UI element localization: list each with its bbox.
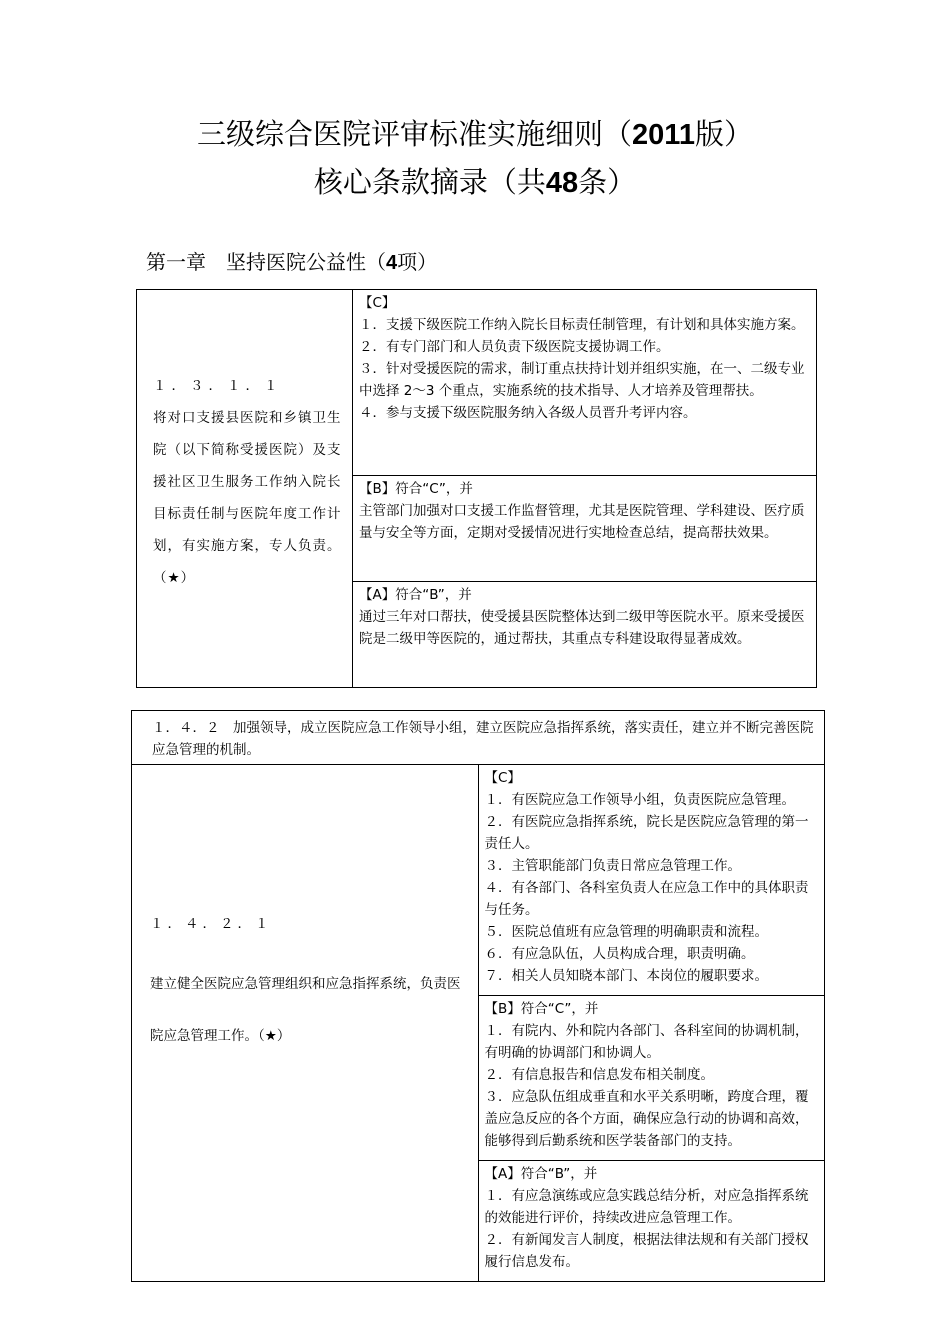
grade-b-heading: 【B】符合“C”，并 — [484, 1001, 599, 1017]
grade-a-cell — [478, 1161, 825, 1282]
standard-table-1-3-1-1 — [136, 289, 817, 688]
grade-c-heading: 【C】 — [484, 770, 521, 786]
clause-cell — [137, 290, 353, 688]
list-item: １．有院内、外和院内各部门、各科室间的协调机制，有明确的协调部门和协调人。 — [484, 1023, 809, 1061]
list-item: ３．主管职能部门负责日常应急管理工作。 — [484, 858, 741, 874]
grade-c-cell — [353, 290, 817, 476]
clause-description: 建立健全医院应急管理组织和应急指挥系统，负责医院应急管理工作。（★） — [150, 976, 461, 1044]
document-title-line-1: 三级综合医院评审标准实施细则（2011版） — [197, 117, 753, 151]
grade-b-heading: 【B】符合“C”，并 — [359, 481, 473, 497]
clause-code: １．４．２．１ — [150, 916, 273, 932]
grade-a-cell — [353, 582, 817, 688]
list-item: ３．应急队伍组成垂直和水平关系明晰，跨度合理，覆盖应急反应的各个方面，确保应急行动的协调和高效，能够得到后勤系统和医学装备部门的支持。 — [484, 1089, 809, 1149]
grade-c-cell — [478, 765, 825, 996]
list-item: 通过三年对口帮扶，使受援县医院整体达到二级甲等医院水平。原来受援医院是二级甲等医院的，通过帮扶，其重点专科建设取得显著成效。 — [359, 609, 805, 647]
list-item: １．有医院应急工作领导小组，负责医院应急管理。 — [484, 792, 795, 808]
list-item: ７．相关人员知晓本部门、本岗位的履职要求。 — [484, 968, 768, 984]
list-item: ３．针对受援医院的需求，制订重点扶持计划并组织实施，在一、二级专业中选择 2～3 个重点，实施系统的技术指导、人才培养及管理帮扶。 — [359, 361, 805, 399]
chapter-heading: 第一章 坚持医院公益性（4项） — [146, 250, 438, 274]
document-title-line-2: 核心条款摘录（共48条） — [313, 165, 637, 199]
standard-table-1-4-2 — [131, 710, 825, 1282]
list-item: ６．有应急队伍，人员构成合理，职责明确。 — [484, 946, 755, 962]
list-item: １．有应急演练或应急实践总结分析，对应急指挥系统的效能进行评价，持续改进应急管理工作。 — [484, 1188, 809, 1226]
list-item: ４．参与支援下级医院服务纳入各级人员晋升考评内容。 — [359, 405, 697, 421]
clause-cell — [132, 765, 479, 1282]
grade-c-heading: 【C】 — [359, 295, 396, 311]
list-item: ２．有信息报告和信息发布相关制度。 — [484, 1067, 714, 1083]
list-item: ５．医院总值班有应急管理的明确职责和流程。 — [484, 924, 768, 940]
grade-a-heading: 【A】符合“B”，并 — [484, 1166, 598, 1182]
clause-code: １．３．１．１ — [153, 378, 283, 394]
list-item: ２．有新闻发言人制度，根据法律法规和有关部门授权履行信息发布。 — [484, 1232, 809, 1270]
grade-b-cell — [478, 996, 825, 1161]
grade-a-heading: 【A】符合“B”，并 — [359, 587, 472, 603]
list-item: ２．有医院应急指挥系统，院长是医院应急管理的第一责任人。 — [484, 814, 809, 852]
grade-b-cell — [353, 476, 817, 582]
standard-header-cell: １．４．２ 加强领导，成立医院应急工作领导小组，建立医院应急指挥系统，落实责任，建立并不断完善医院应急管理的机制。 — [132, 711, 825, 765]
clause-description: 将对口支援县医院和乡镇卫生院（以下简称受援医院）及支援社区卫生服务工作纳入院长目标责任制与医院年度工作计划，有实施方案，专人负责。（★） — [153, 410, 342, 586]
list-item: ２．有专门部门和人员负责下级医院支援协调工作。 — [359, 339, 670, 355]
list-item: １．支援下级医院工作纳入院长目标责任制管理，有计划和具体实施方案。 — [359, 317, 805, 333]
list-item: 主管部门加强对口支援工作监督管理，尤其是医院管理、学科建设、医疗质量与安全等方面，定期对受援情况进行实地检查总结，提高帮扶效果。 — [359, 503, 805, 541]
list-item: ４．有各部门、各科室负责人在应急工作中的具体职责与任务。 — [484, 880, 809, 918]
